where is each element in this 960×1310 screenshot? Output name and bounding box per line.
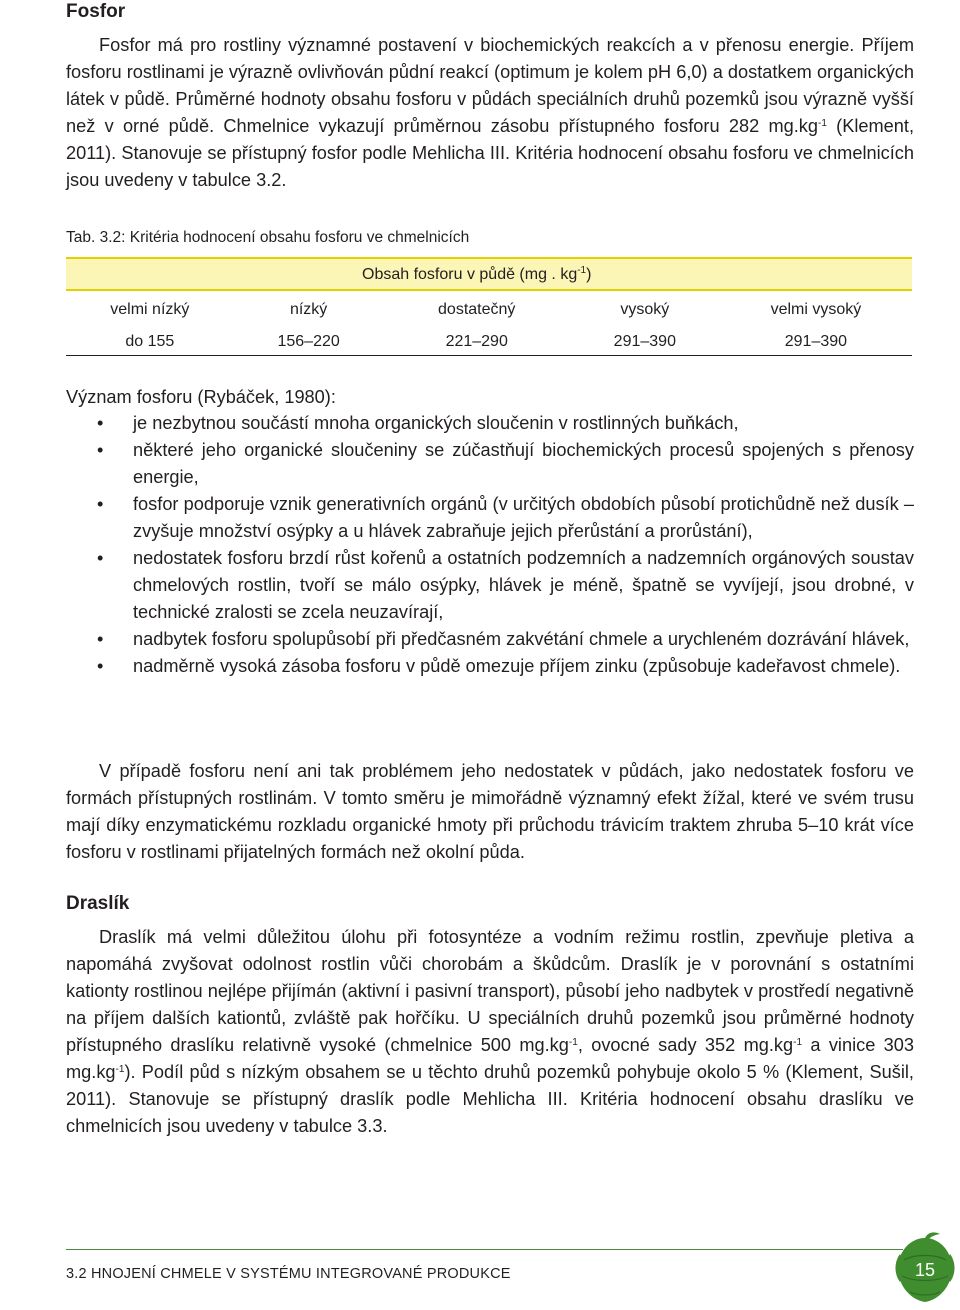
list-item: [66, 491, 914, 545]
bullet-icon: •: [97, 629, 104, 649]
bullet-icon: •: [97, 440, 104, 460]
table-header-spacer: [720, 258, 912, 290]
table-header-spacer: [66, 258, 234, 290]
phosphorus-significance-list: [66, 410, 914, 680]
table-row-categories: [66, 290, 912, 327]
table-cell: velmi nízký: [110, 300, 190, 318]
superscript: -1: [818, 118, 827, 129]
table-caption: Tab. 3.2: Kritéria hodnocení obsahu fosforu ve chmelnicích: [66, 229, 470, 246]
table-cell: do 155: [66, 327, 234, 356]
section-heading-fosfor: Fosfor: [66, 1, 126, 22]
list-item-text: je nezbytnou součástí mnoha organických sloučenin v rostlinných buňkách,: [133, 413, 739, 433]
list-item-text: nedostatek fosforu brzdí růst kořenů a ostatních podzemních a nadzemních orgánových soustav chmelových rostlin, tvoří se málo osýpky, hlávek je méně, špatně se vyvíjejí, jsou drobné, v technické zralosti se zcela neuzavírají,: [133, 548, 914, 622]
page-number: 15: [914, 1260, 936, 1280]
table-header-row: [66, 258, 912, 290]
table-cell: dostatečný: [438, 300, 516, 318]
list-item: [66, 437, 914, 491]
superscript: -1: [115, 1064, 125, 1075]
text-run: (Klement, 2011). Stanovuje se přístupný fosfor podle Mehlicha III. Kritéria hodnocení obsahu fosforu ve chmelnicích jsou uvedeny v tabulce 3.2.: [66, 116, 914, 190]
text-run: a vinice 303 mg.kg: [66, 1035, 915, 1082]
paragraph-fosfor-intro: [66, 32, 914, 194]
bullet-icon: •: [97, 494, 104, 514]
table-cell: 291–390: [720, 327, 912, 356]
bullet-icon: •: [97, 413, 104, 433]
section-heading-draslik: Draslík: [66, 893, 130, 914]
list-item: [66, 545, 914, 626]
list-item-text: fosfor podporuje vznik generativních orgánů (v určitých obdobích působí protichůdně než dusík – zvyšuje množství osýpky a u hlávek zabraňuje jejich přerůstání a prorůstání),: [133, 494, 914, 541]
table-cell: velmi vysoký: [770, 300, 862, 318]
list-item-text: nadbytek fosforu spolupůsobí při předčasném zakvétání chmele a urychleném dozrávání hlávek,: [133, 629, 910, 649]
list-item: [66, 653, 914, 680]
text-run: ). Podíl půd s nízkým obsahem se u těchto druhů pozemků pohybuje okolo 5 % (Klement, Sušil, 2011). Stanovuje se přístupný draslík podle Mehlicha III. Kritéria hodnocení obsahu draslíku ve chmelnicích jsou uvedeny v tabulce 3.3.: [66, 1062, 914, 1136]
text-run: , ovocné sady 352 mg.kg: [577, 1035, 794, 1055]
superscript: -1: [568, 1037, 578, 1048]
table-cell: nízký: [289, 300, 328, 318]
paragraph-draslik: [66, 924, 914, 1140]
table-cell: 156–220: [234, 327, 384, 356]
superscript: -1: [577, 264, 587, 276]
table-row-values: [66, 327, 912, 356]
superscript: -1: [793, 1037, 803, 1048]
table-cell: vysoký: [620, 300, 670, 318]
list-item-text: některé jeho organické sloučeniny se zúčastňují biochemických procesů spojených s přenosy energie,: [133, 440, 914, 487]
table-header-text: Obsah fosforu v půdě (mg . kg: [362, 265, 578, 283]
list-item-text: nadměrně vysoká zásoba fosforu v půdě omezuje příjem zinku (způsobuje kadeřavost chmele).: [133, 656, 901, 676]
list-item: [66, 626, 914, 653]
page-number-badge: [894, 1232, 956, 1304]
footer-section-title: 3.2 HNOJENÍ CHMELE V SYSTÉMU INTEGROVANÉ PRODUKCE: [66, 1266, 511, 1282]
table-header-cell: [234, 258, 720, 290]
list-item: [66, 410, 914, 437]
list-intro: Význam fosforu (Rybáček, 1980):: [66, 387, 336, 407]
table-header-close: ): [586, 265, 592, 283]
phosphorus-criteria-table: [66, 257, 912, 356]
bullet-icon: •: [97, 656, 104, 676]
text-run: Draslík má velmi důležitou úlohu při fotosyntéze a vodním režimu rostlin, zpevňuje pletiva a napomáhá zvyšovat odolnost rostlin vůči chorobám a škůdcům. Draslík je v porovnání s ostatními kationty rostlinou nejlépe přijímán (aktivní i pasivní transport), působí jeho nadbytek v prostředí negativně na příjem dalších kationtů, zvláště pak hořčíku. U speciálních druhů pozemků jsou průměrné hodnoty přístupného draslíku relativně vysoké (chmelnice 500 mg.kg: [66, 927, 914, 1055]
table-cell: 291–390: [570, 327, 720, 356]
text-run: Fosfor má pro rostliny významné postavení v biochemických reakcích a v přenosu energie. Příjem fosforu rostlinami je výrazně ovlivňován půdní reakcí (optimum je kolem pH 6,0) a dostatkem organických látek v půdě. Průměrné hodnoty obsahu fosforu v půdách speciálních druhů pozemků jsou výrazně vyšší než v orné půdě. Chmelnice vykazují průměrnou zásobu přístupného fosforu 282 mg.kg: [66, 35, 914, 136]
paragraph-fosfor-earthworms: V případě fosforu není ani tak problémem jeho nedostatek v půdách, jako nedostatek fosforu ve formách přístupných rostlinám. V tomto směru je mimořádně významný efekt žížal, které ve svém trusu mají díky enzymatickému rozkladu organické hmoty při průchodu trávicím traktem zhruba 5–10 krát více fosforu v rostlinami přijatelných formách než okolní půda.: [66, 761, 914, 862]
footer-divider: [66, 1249, 903, 1250]
bullet-icon: •: [97, 548, 104, 568]
table-cell: 221–290: [384, 327, 570, 356]
